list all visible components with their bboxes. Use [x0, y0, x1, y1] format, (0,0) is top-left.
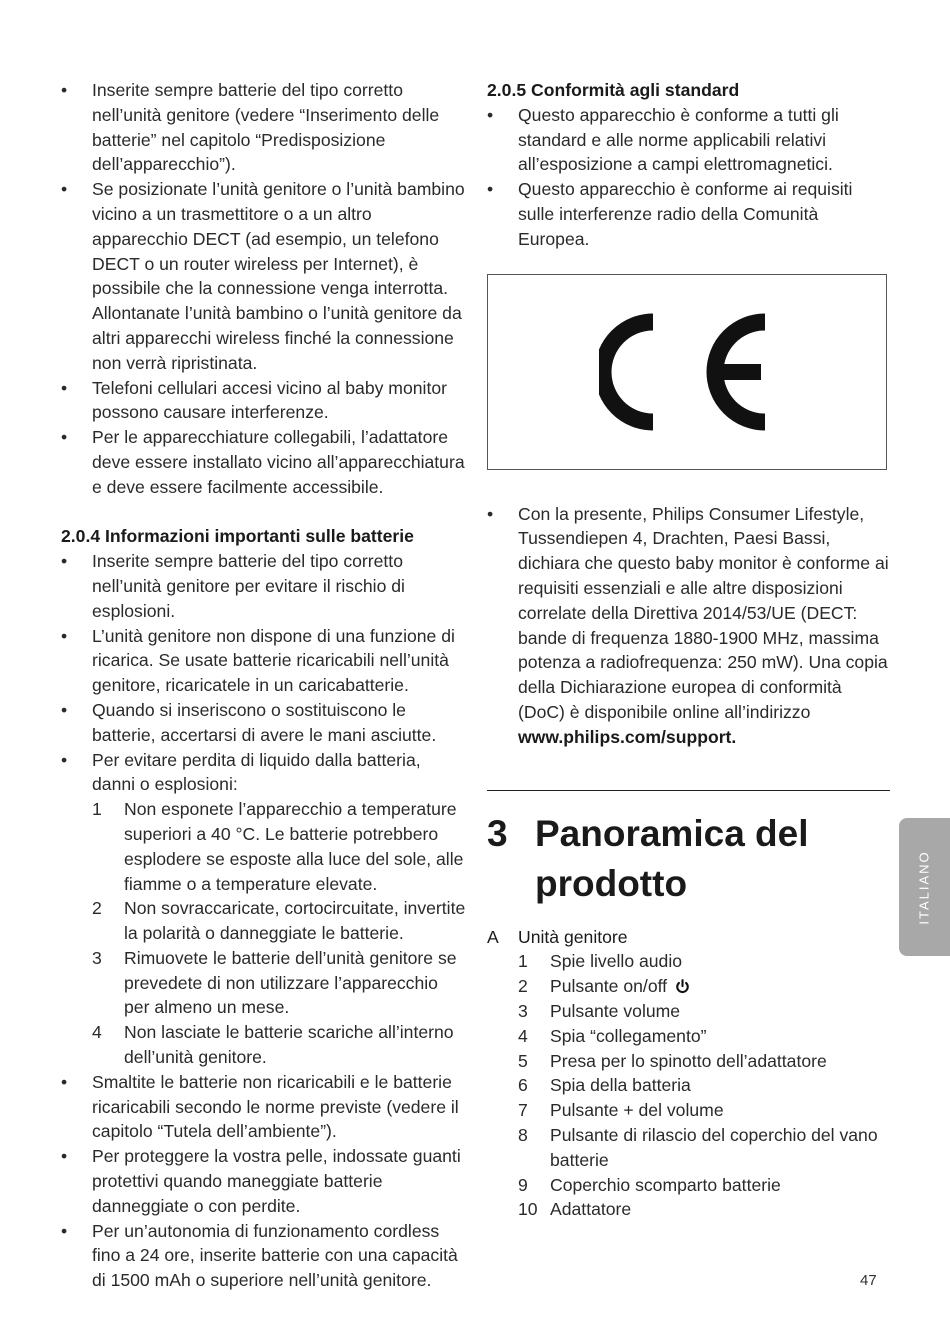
numbered-item: 4 Non lasciate le batterie scariche all’interno dell’unità genitore. — [92, 1022, 454, 1068]
numbered-item: 3 Rimuovete le batterie dell’unità genitore se prevedete di non utilizzare l’apparecchio per almeno un mese. — [92, 947, 457, 1018]
numbered-item: 2 Non sovraccaricate, cortocircuitate, invertite la polarità o danneggiate le batterie. — [92, 898, 466, 944]
list-item: • Quando si inseriscono o sostituiscono le batterie, accertarsi di avere le mani asciutte. — [61, 699, 437, 745]
list-item: • Se posizionate l’unità genitore o l’unità bambino vicino a un trasmettitore o a un altro apparecchio DECT (ad esempio, un telefono DECT o un router wireless per Internet), è possibile che la connessione venga interrotta. Allontanate l’unità bambino o l’unità genitore da altri apparecchi wireless finché la connessione non verrà ripristinata. — [61, 179, 465, 373]
declaration-text: Con la presente, Philips Consumer Lifestyle, Tussendiepen 4, Drachten, Paesi Bassi, dichiara che questo baby monitor è conforme ai requisiti essenziali e alle altre disposizioni correlate della Direttiva 2014/53/UE (DECT: bande di frequenza 1880-1900 MHz, massima potenza a radiofrequenza: 250 mW). Una copia della Dichiarazione europea di conformità (DoC) è disponibile online all’indirizzo — [518, 503, 889, 722]
list-item: 5 Presa per lo spinotto dell’adattatore — [518, 1050, 827, 1071]
list-item: • Per evitare perdita di liquido dalla batteria, danni o esplosioni: 1 Non esponete l’apparecchio a temperature superiori a 40 °C. Le batterie potrebbero esplodere se esposte alla luce del sole, alle fiamme o a temperature elevate. 2 Non sovraccaricate, cortocircuitate, invertite la polarità o danneggiate le batterie. 3 Rimuovete le batterie dell’unità genitore se prevedete di non utilizzare l’apparecchio per almeno un mese. 4 Non lasciate le batterie scariche all’interno dell’unità genitore. — [61, 748, 466, 1070]
chapter-heading — [487, 809, 890, 909]
ce-mark-icon — [599, 313, 775, 431]
bullet-dot: • — [487, 179, 494, 200]
list-item: • Questo apparecchio è conforme a tutti gli standard e alle norme applicabili relativi all’esposizione a campi elettromagnetici. — [487, 104, 839, 175]
left-column — [61, 78, 466, 1293]
standards-section-heading: 2.0.5 Conformità agli standard — [487, 80, 740, 100]
support-url: www.philips.com/support. — [518, 726, 737, 747]
list-item: • Inserite sempre batterie del tipo corretto nell’unità genitore (vedere “Inserimento delle batterie” nel capitolo “Predisposizione dell’apparecchio”). — [61, 80, 440, 175]
chapter-divider — [487, 790, 890, 791]
list-item: 2 Pulsante on/off — [518, 974, 890, 999]
list-item: 7 Pulsante + del volume — [518, 1100, 724, 1121]
language-side-tab — [899, 818, 950, 956]
list-item: • Per le apparecchiature collegabili, l’adattatore deve essere installato vicino all’apparecchiatura e deve essere facilmente accessibile. — [61, 427, 465, 497]
language-label: ITALIANO — [917, 849, 932, 925]
parts-list — [487, 949, 890, 1222]
section-heading — [487, 925, 890, 950]
list-item: • Smaltite le batterie non ricaricabili e le batterie ricaricabili secondo le norme previste (vedere il capitolo “Tutela dell’ambiente”). — [61, 1071, 459, 1142]
bullet-dot: • — [61, 179, 68, 200]
power-icon — [675, 979, 690, 994]
list-item: 10 Adattatore — [518, 1199, 632, 1220]
list-item: 9 Coperchio scomparto batterie — [518, 1174, 781, 1195]
list-item: • Telefoni cellulari accesi vicino al baby monitor possono causare interferenze. — [61, 377, 447, 423]
list-item: 6 Spia della batteria — [518, 1075, 691, 1096]
ce-mark-box — [487, 274, 887, 470]
chapter-number: 3 — [487, 812, 508, 854]
bullet-dot: • — [61, 80, 68, 100]
numbered-item: 1 Non esponete l’apparecchio a temperature superiori a 40 °C. Le batterie potrebbero esplodere se esposte alla luce del sole, alle fiamme o a temperature elevate. — [92, 799, 464, 894]
battery-section-heading: 2.0.4 Informazioni importanti sulle batterie — [61, 526, 414, 547]
list-item: • Per un’autonomia di funzionamento cordless fino a 24 ore, inserite batterie con una capacità di 1500 mAh o superiore nell’unità genitore. — [61, 1220, 458, 1291]
section-title: Unità genitore — [518, 926, 628, 947]
bullet-dot: • — [61, 377, 68, 398]
list-item: • Per proteggere la vostra pelle, indossate guanti protettivi quando maneggiate batterie danneggiate o con perdite. — [61, 1146, 461, 1216]
bullet-dot: • — [61, 427, 68, 448]
list-item: 1 Spie livello audio — [518, 951, 683, 972]
bullet-dot: • — [61, 699, 68, 720]
bullet-dot: • — [487, 104, 494, 125]
bullet-dot: • — [61, 625, 68, 646]
numbered-sublist — [92, 797, 466, 1070]
bullet-dot: • — [61, 749, 68, 770]
list-item: • Questo apparecchio è conforme ai requisiti sulle interferenze radio della Comunità Europea. — [487, 179, 853, 249]
bullet-dot: • — [61, 1146, 68, 1167]
list-item: 3 Pulsante volume — [518, 1000, 681, 1021]
list-item — [487, 502, 890, 750]
bullet-dot: • — [61, 551, 68, 572]
section-letter: A — [487, 926, 499, 947]
bullet-dot: • — [61, 1071, 68, 1092]
chapter-title: Panoramica del prodotto — [535, 812, 809, 904]
list-item: • L’unità genitore non dispone di una funzione di ricarica. Se usate batterie ricaricabili nell’unità genitore, ricaricatele in un caricabatterie. — [61, 625, 455, 696]
list-item: 4 Spia “collegamento” — [518, 1025, 707, 1046]
list-item: 8 Pulsante di rilascio del coperchio del vano batterie — [518, 1124, 878, 1170]
list-item: • Inserite sempre batterie del tipo corretto nell’unità genitore per evitare il rischio di esplosioni. — [61, 551, 405, 621]
right-column — [487, 78, 890, 1222]
bullet-dot: • — [61, 1220, 68, 1241]
page-number: 47 — [860, 1272, 877, 1289]
bullet-dot: • — [487, 503, 494, 524]
